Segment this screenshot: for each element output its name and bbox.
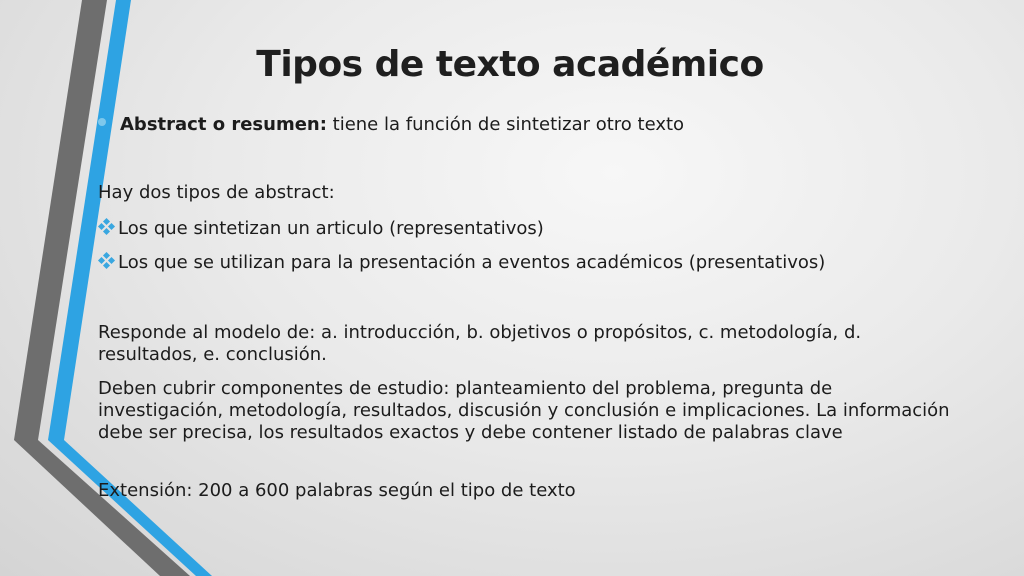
blue-stripe-lower (48, 440, 212, 576)
type-item-label: Los que se utilizan para la presentación a eventos académicos (presentativos) (118, 252, 826, 273)
abstract-text: tiene la función de sintetizar otro texto (326, 114, 685, 135)
type-item-label: Los que sintetizan un articulo (representativos) (118, 218, 544, 239)
extension-paragraph: Extensión: 200 a 600 palabras según el tipo de texto (98, 480, 576, 501)
diamond-bullet-icon (98, 219, 116, 235)
bullet-dot-icon (98, 118, 106, 126)
abstract-term: Abstract o resumen: (120, 114, 327, 135)
slide-title: Tipos de texto académico (256, 44, 764, 85)
gray-stripe-lower (14, 440, 190, 576)
components-paragraph: Deben cubrir componentes de estudio: planteamiento del problema, pregunta de investigación, metodología, resultados, discusión y conclusión e implicaciones. La información debe ser precisa, los resultados exactos y debe contener listado de palabras clave (98, 378, 950, 443)
types-intro: Hay dos tipos de abstract: (98, 182, 335, 203)
type-item-2 (98, 252, 825, 274)
abstract-line (120, 114, 980, 136)
diamond-bullet-icon (98, 253, 116, 269)
model-paragraph: Responde al modelo de: a. introducción, b. objetivos o propósitos, c. metodología, d. resultados, e. conclusión. (98, 322, 862, 365)
type-item-1 (98, 218, 544, 240)
